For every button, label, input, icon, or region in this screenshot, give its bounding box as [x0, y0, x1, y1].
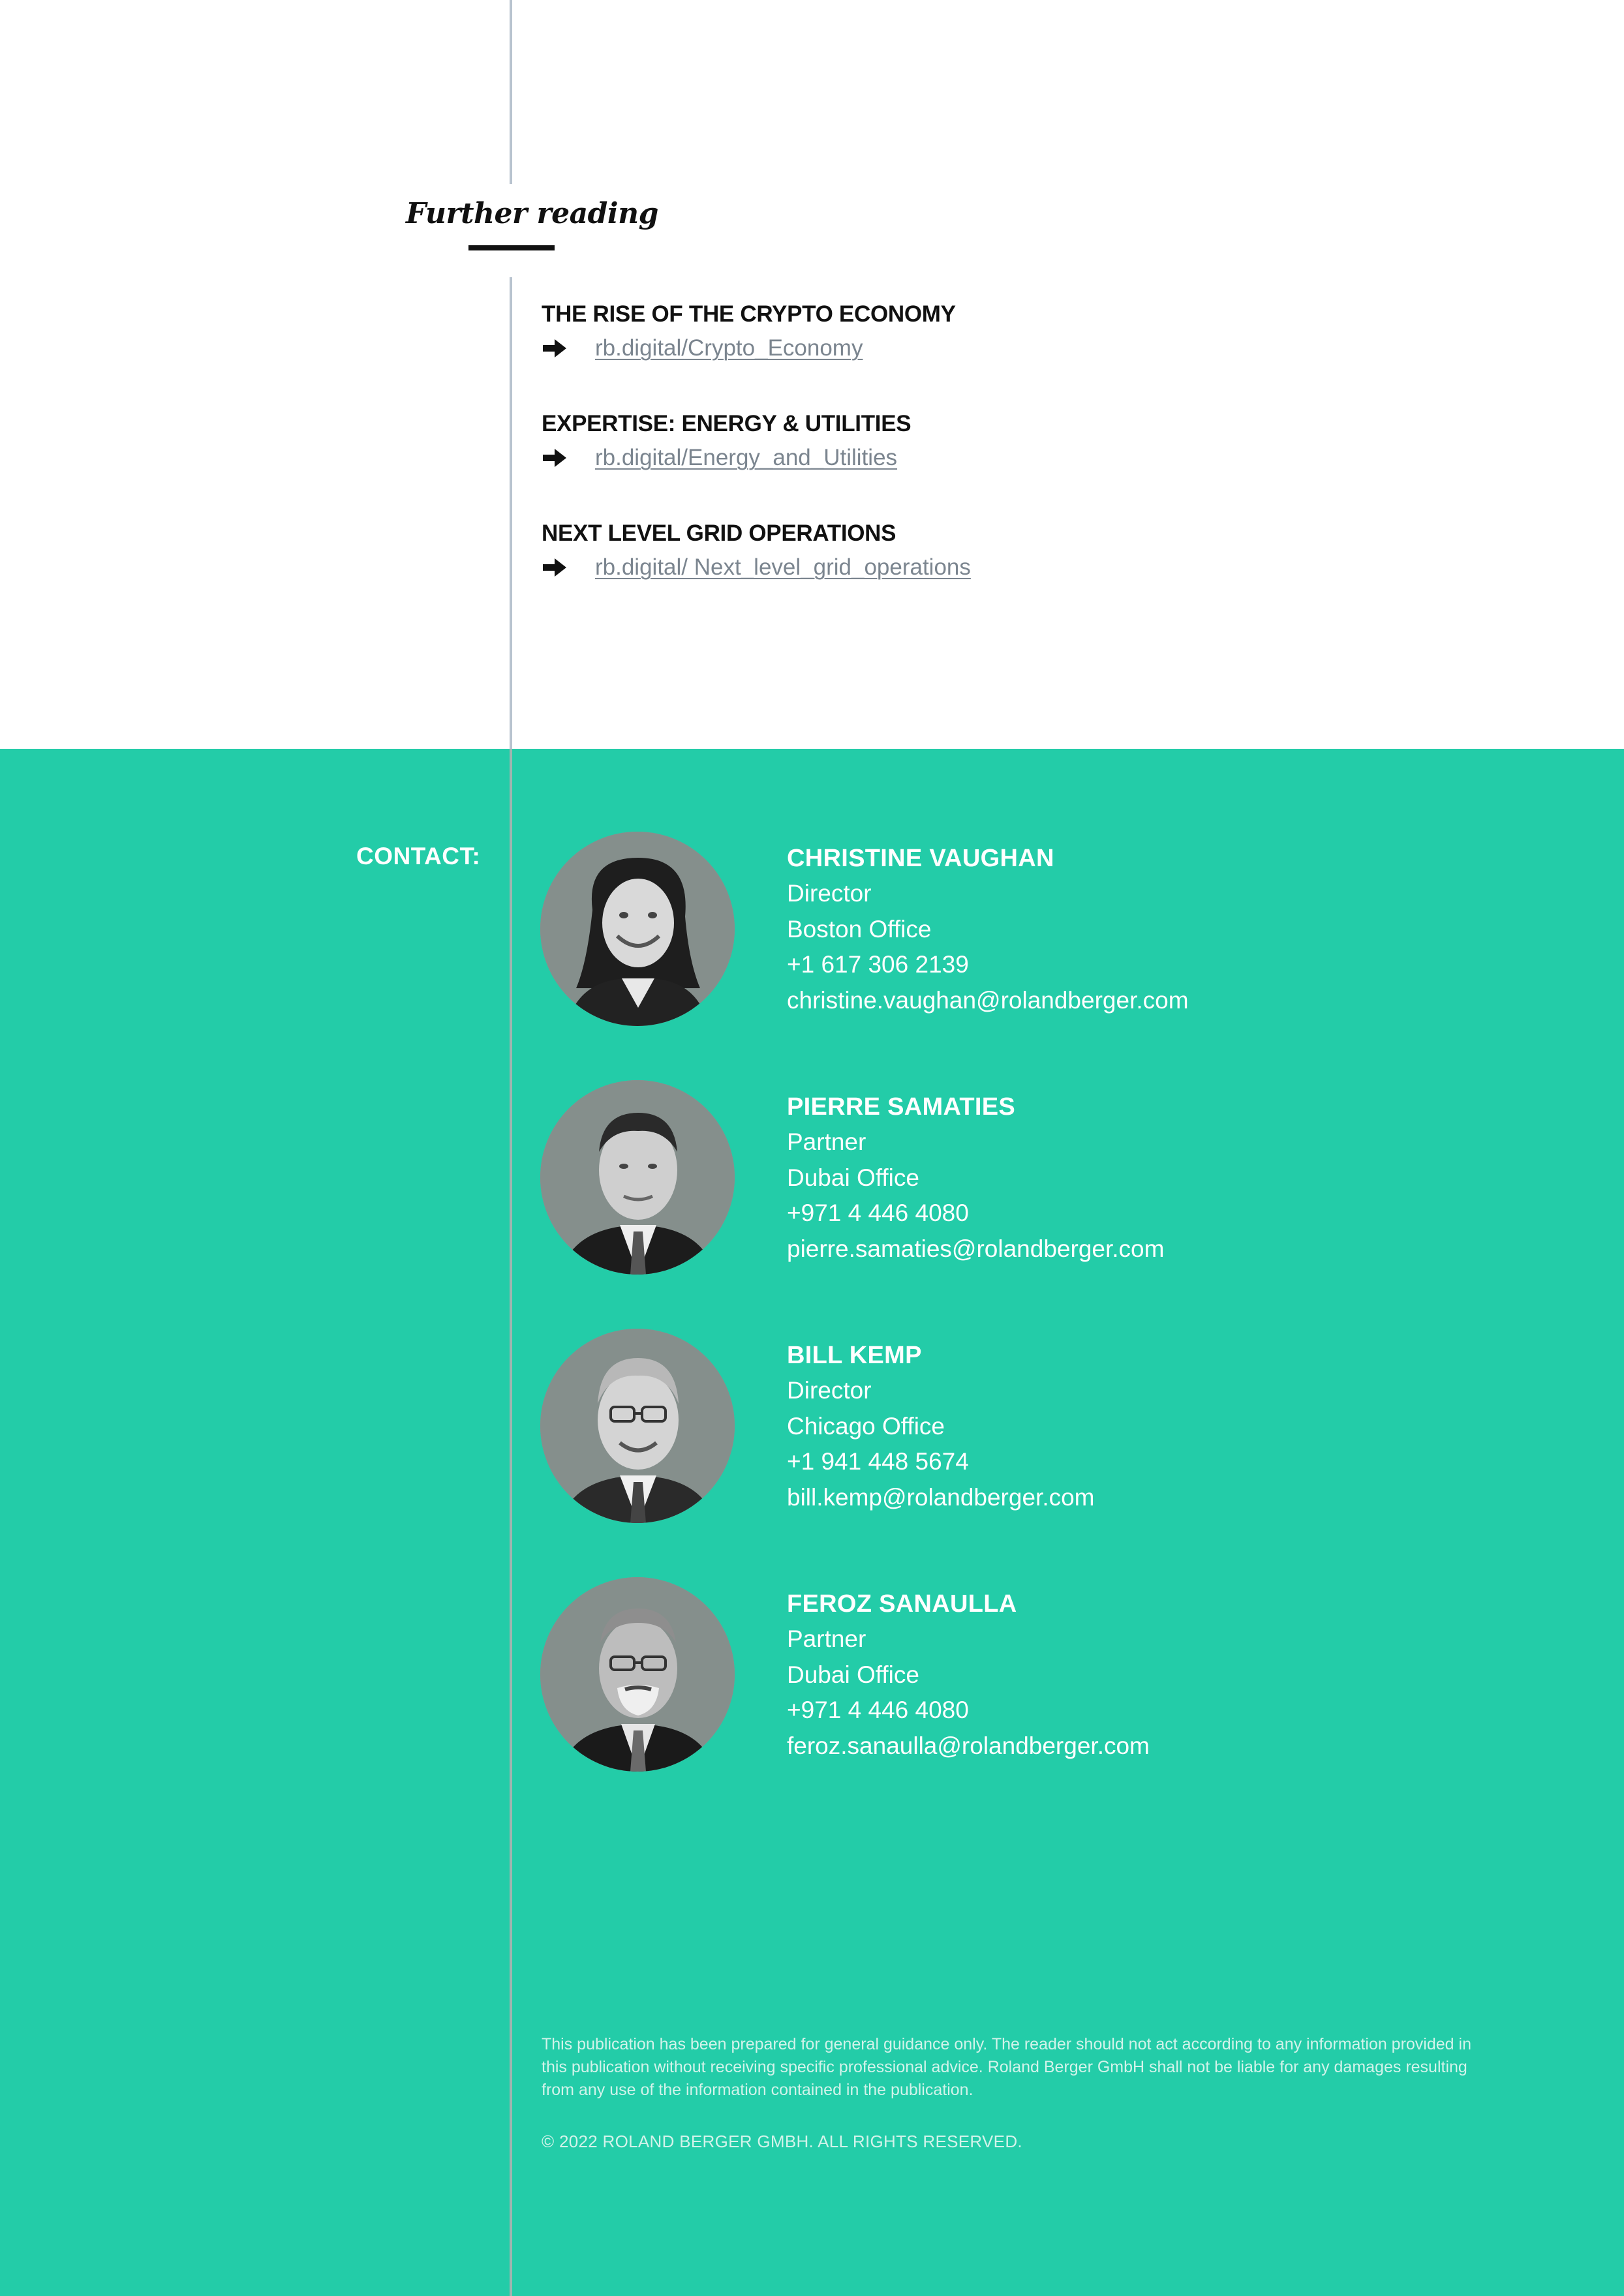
- person-name: CHRISTINE VAUGHAN: [787, 845, 1054, 872]
- reading-link[interactable]: rb.digital/ Next_level_grid_operations: [595, 554, 971, 580]
- vertical-rule-top: [510, 0, 512, 184]
- contact-details: [787, 841, 1189, 1018]
- reading-item: [542, 410, 911, 472]
- person-role: Director: [787, 1377, 872, 1404]
- contact-card: [540, 1080, 1519, 1276]
- reading-item: [542, 519, 971, 582]
- person-photo: [540, 1577, 735, 1772]
- reading-link[interactable]: rb.digital/Energy_and_Utilities: [595, 445, 898, 470]
- reading-link-row: [542, 334, 956, 363]
- person-name: PIERRE SAMATIES: [787, 1093, 1016, 1121]
- person-photo: [540, 832, 735, 1026]
- portrait-icon: [540, 1577, 735, 1772]
- person-email[interactable]: feroz.sanaulla@rolandberger.com: [787, 1732, 1150, 1759]
- person-office: Chicago Office: [787, 1412, 945, 1440]
- portrait-icon: [540, 1329, 735, 1523]
- person-name: FEROZ SANAULLA: [787, 1590, 1017, 1618]
- person-role: Partner: [787, 1625, 866, 1652]
- arrow-right-icon: [542, 337, 568, 359]
- person-phone[interactable]: +1 941 448 5674: [787, 1448, 969, 1475]
- arrow-right-icon: [542, 447, 568, 469]
- contact-details: [787, 1338, 1095, 1515]
- person-photo: [540, 1080, 735, 1275]
- further-reading-title: Further reading: [406, 197, 658, 230]
- reading-item: [542, 300, 956, 363]
- vertical-rule-middle: [510, 277, 512, 750]
- person-role: Partner: [787, 1128, 866, 1155]
- person-photo: [540, 1329, 735, 1523]
- person-office: Dubai Office: [787, 1661, 919, 1688]
- contact-details: [787, 1586, 1150, 1764]
- person-name: BILL KEMP: [787, 1342, 922, 1369]
- person-email[interactable]: pierre.samaties@rolandberger.com: [787, 1235, 1165, 1262]
- person-phone[interactable]: +1 617 306 2139: [787, 951, 969, 978]
- reading-link-row: [542, 444, 911, 472]
- person-role: Director: [787, 880, 872, 907]
- portrait-icon: [540, 832, 735, 1026]
- contact-card: [540, 832, 1519, 1027]
- person-email[interactable]: christine.vaughan@rolandberger.com: [787, 986, 1189, 1014]
- person-phone[interactable]: +971 4 446 4080: [787, 1697, 969, 1723]
- contact-label: CONTACT:: [356, 843, 481, 869]
- person-office: Dubai Office: [787, 1164, 919, 1191]
- reading-heading: THE RISE OF THE CRYPTO ECONOMY: [542, 301, 956, 327]
- arrow-right-icon: [542, 556, 568, 579]
- person-phone[interactable]: +971 4 446 4080: [787, 1200, 969, 1226]
- contact-details: [787, 1089, 1164, 1267]
- copyright-text: © 2022 ROLAND BERGER GMBH. ALL RIGHTS RESERVED.: [542, 2132, 1022, 2151]
- reading-heading: NEXT LEVEL GRID OPERATIONS: [542, 521, 896, 546]
- vertical-rule-bottom: [510, 749, 512, 2296]
- person-office: Boston Office: [787, 915, 932, 943]
- portrait-icon: [540, 1080, 735, 1275]
- contact-card: [540, 1329, 1519, 1524]
- reading-link-row: [542, 553, 971, 582]
- reading-link[interactable]: rb.digital/Crypto_Economy: [595, 335, 863, 361]
- further-reading-underline: [468, 245, 555, 250]
- contact-card: [540, 1577, 1519, 1773]
- reading-heading: EXPERTISE: ENERGY & UTILITIES: [542, 411, 912, 436]
- disclaimer-text: This publication has been prepared for general guidance only. The reader should not act according to any information provided in this publication without receiving specific professional advice. Roland Berger GmbH shall not be liable for any damages resulting from any use of the information contained in the publication.: [542, 2035, 1471, 2099]
- person-email[interactable]: bill.kemp@rolandberger.com: [787, 1483, 1095, 1511]
